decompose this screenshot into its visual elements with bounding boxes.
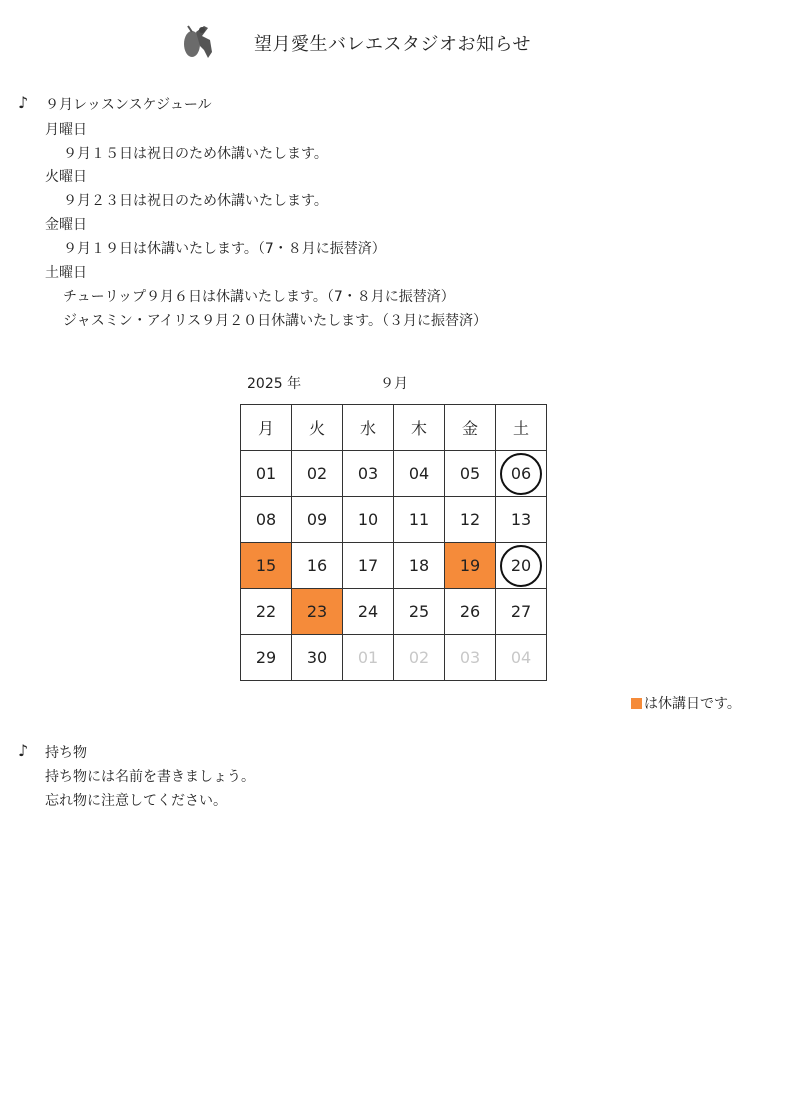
monday-note: ９月１５日は祝日のため休講いたします。 [63, 146, 328, 162]
music-note-icon: ♪ [18, 93, 29, 112]
calendar-day [445, 497, 496, 543]
day-number: 03 [459, 648, 481, 667]
calendar-week-row [241, 497, 547, 543]
calendar-day [292, 543, 343, 589]
legend [631, 693, 741, 713]
day-label-friday: 金曜日 [45, 217, 87, 233]
day-number: 11 [408, 510, 430, 529]
music-note-icon: ♪ [18, 741, 29, 760]
calendar-day [394, 497, 445, 543]
day-number: 12 [459, 510, 481, 529]
calendar-day [496, 589, 547, 635]
calendar-day-other-month [394, 635, 445, 681]
weekday-header: 土 [496, 405, 547, 451]
day-number: 10 [357, 510, 379, 529]
calendar-day [241, 497, 292, 543]
calendar-day [343, 589, 394, 635]
day-number: 17 [357, 556, 379, 575]
day-number: 16 [306, 556, 328, 575]
calendar-day [496, 451, 547, 497]
calendar-day-other-month [445, 635, 496, 681]
calendar-day [445, 589, 496, 635]
legend-text: は休講日です。 [644, 696, 741, 712]
day-number: 29 [255, 648, 277, 667]
calendar-week-row [241, 543, 547, 589]
saturday-note-2: ジャスミン・アイリス９月２０日休講いたします。（３月に振替済） [63, 313, 488, 329]
day-number: 23 [306, 602, 328, 621]
day-label-monday: 月曜日 [45, 122, 87, 138]
page-title: 望月愛生バレエスタジオお知らせ [254, 34, 531, 55]
day-number: 02 [306, 464, 328, 483]
belongings-line-1: 持ち物には名前を書きましょう。 [45, 769, 255, 785]
calendar-day [292, 451, 343, 497]
tuesday-note: ９月２３日は祝日のため休講いたします。 [63, 193, 328, 209]
calendar-day [496, 543, 547, 589]
calendar-day [292, 635, 343, 681]
calendar-day [343, 451, 394, 497]
calendar-day-holiday [292, 589, 343, 635]
calendar-day [394, 589, 445, 635]
day-number: 01 [255, 464, 277, 483]
calendar-day [394, 543, 445, 589]
calendar-day [241, 451, 292, 497]
day-number: 26 [459, 602, 481, 621]
circled-day-number: 06 [500, 453, 542, 495]
saturday-note-1: チューリップ９月６日は休講いたします。（7・８月に振替済） [63, 289, 455, 305]
day-number: 19 [459, 556, 481, 575]
weekday-header: 水 [343, 405, 394, 451]
day-number: 13 [510, 510, 532, 529]
day-number: 25 [408, 602, 430, 621]
calendar-day [241, 589, 292, 635]
calendar-day [343, 543, 394, 589]
day-number: 27 [510, 602, 532, 621]
calendar-day-other-month [496, 635, 547, 681]
calendar-day [445, 451, 496, 497]
day-number: 02 [408, 648, 430, 667]
calendar-day-holiday [445, 543, 496, 589]
calendar-week-row [241, 451, 547, 497]
calendar-year: 2025 年 [247, 376, 302, 392]
calendar-day [241, 635, 292, 681]
belongings-heading: 持ち物 [45, 745, 87, 761]
calendar-week-row [241, 589, 547, 635]
calendar-day-other-month [343, 635, 394, 681]
day-number: 30 [306, 648, 328, 667]
belongings-line-2: 忘れ物に注意してください。 [45, 793, 227, 809]
weekday-row [241, 405, 547, 451]
weekday-header: 木 [394, 405, 445, 451]
day-label-saturday: 土曜日 [45, 265, 87, 281]
day-number: 01 [357, 648, 379, 667]
day-number: 03 [357, 464, 379, 483]
friday-note: ９月１９日は休講いたします。（7・８月に振替済） [63, 241, 386, 257]
calendar-day [394, 451, 445, 497]
day-label-tuesday: 火曜日 [45, 169, 87, 185]
weekday-header: 火 [292, 405, 343, 451]
weekday-header: 金 [445, 405, 496, 451]
schedule-heading: ９月レッスンスケジュール [45, 97, 212, 113]
day-number: 22 [255, 602, 277, 621]
dancer-logo-icon [178, 22, 218, 62]
day-number: 09 [306, 510, 328, 529]
day-number: 04 [510, 648, 532, 667]
day-number: 08 [255, 510, 277, 529]
day-number: 18 [408, 556, 430, 575]
day-number: 15 [255, 556, 277, 575]
day-number: 24 [357, 602, 379, 621]
calendar-day [292, 497, 343, 543]
day-number: 04 [408, 464, 430, 483]
calendar-month: ９月 [380, 376, 408, 392]
weekday-header: 月 [241, 405, 292, 451]
calendar-table [240, 404, 547, 681]
holiday-swatch [631, 698, 642, 709]
calendar-day-holiday [241, 543, 292, 589]
calendar-day [343, 497, 394, 543]
calendar-day [496, 497, 547, 543]
day-number: 05 [459, 464, 481, 483]
circled-day-number: 20 [500, 545, 542, 587]
calendar-body [241, 451, 547, 681]
calendar-week-row [241, 635, 547, 681]
